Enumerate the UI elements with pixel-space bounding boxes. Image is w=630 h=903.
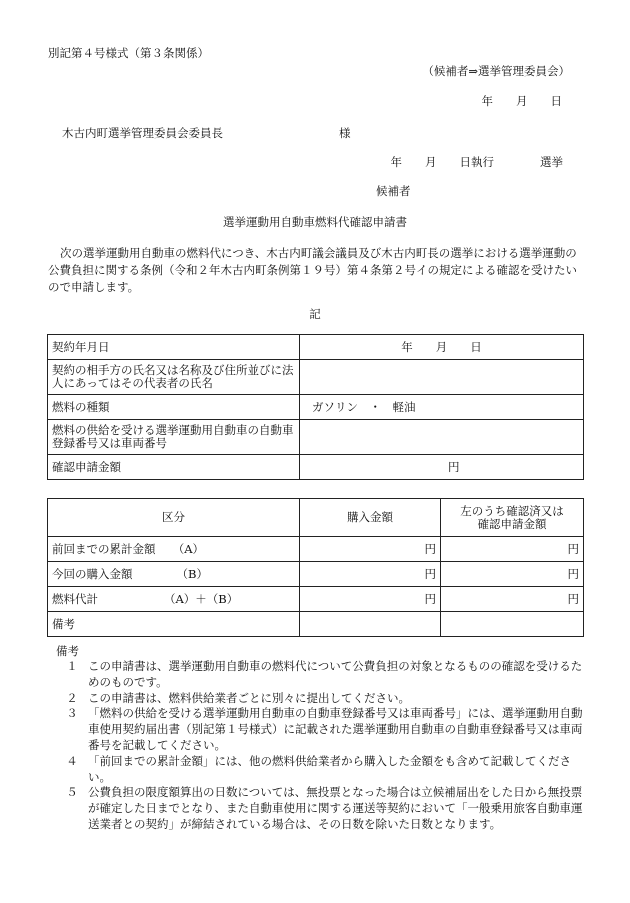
table-row <box>48 335 584 360</box>
header-purchase: 購入金額 <box>300 499 441 537</box>
header-category: 区分 <box>48 499 300 537</box>
counterparty-label: 契約の相手方の氏名又は名称及び住所並びに法人にあってはその代表者の氏名 <box>48 360 300 395</box>
amount-table <box>47 498 584 637</box>
requested-amount-label: 確認申請金額 <box>48 455 300 480</box>
notes-section <box>56 643 584 833</box>
vehicle-number-value[interactable] <box>300 420 584 455</box>
row-label-text: 燃料代計 <box>52 591 98 606</box>
purchase-cell[interactable] <box>300 612 441 637</box>
note-text: この申請書は、選挙運動用自動車の燃料代について公費負担の対象となるものの確認を受けるためのものです。 <box>88 659 583 689</box>
note-text: この申請書は、燃料供給業者ごとに別々に提出してください。 <box>88 690 410 705</box>
row-label: 備考 <box>48 612 300 637</box>
list-item <box>56 691 584 707</box>
election-line: 年 月 日執行 選挙 <box>390 155 563 169</box>
table-row <box>48 587 584 612</box>
purchase-cell[interactable]: 円 <box>300 562 441 587</box>
table-row <box>48 612 584 637</box>
counterparty-value[interactable] <box>300 360 584 395</box>
contract-date-value[interactable]: 年 月 日 <box>300 335 584 360</box>
note-text: 「燃料の供給を受ける選挙運動用自動車の自動車登録番号又は車両番号」には、選挙運動用自動車使用契約届出書（別記第１号様式）に記載された選挙運動用自動車の自動車登録番号又は車両番号を記載してください。 <box>88 706 583 752</box>
confirmed-cell[interactable]: 円 <box>441 587 584 612</box>
row-tag: （A）＋（B） <box>164 591 239 606</box>
table-row <box>48 360 584 395</box>
purchase-cell[interactable]: 円 <box>300 537 441 562</box>
fuel-type-label: 燃料の種類 <box>48 395 300 420</box>
list-item <box>56 706 584 753</box>
intro-paragraph: 次の選挙運動用自動車の燃料代につき、木古内町議会議員及び木古内町長の選挙における選挙運動の公費負担に関する条例（令和２年木古内町条例第１９号）第４条第２号イの規定による確認を受けたいので申請します。 <box>48 246 577 294</box>
confirmed-cell[interactable] <box>441 612 584 637</box>
note-number: ５ <box>66 785 78 800</box>
note-number: ２ <box>66 690 78 705</box>
note-text: 「前回までの累計金額」には、他の燃料供給業者から購入した金額をも含めて記載してください。 <box>88 753 571 784</box>
note-number: １ <box>66 659 78 673</box>
form-label: 別記第４号様式（第３条関係） <box>48 46 209 60</box>
table-row <box>48 420 584 455</box>
table-row <box>48 537 584 562</box>
confirmed-cell[interactable]: 円 <box>441 537 584 562</box>
row-label-text: 今回の購入金額 <box>52 566 133 581</box>
candidate-label: 候補者 <box>376 184 411 198</box>
row-label <box>48 562 300 587</box>
note-number: ４ <box>66 753 78 768</box>
row-tag: （A） <box>178 541 205 556</box>
honorific: 様 <box>339 126 351 140</box>
date-line: 年 月 日 <box>481 94 562 108</box>
header-confirmed: 左のうち確認済又は確認申請金額 <box>441 499 584 537</box>
list-item <box>56 754 584 786</box>
note-text: 公費負担の限度額算出の日数については、無投票となった場合は立候補届出をした日から無投票が確定した日までとなり、また自動車使用に関する運送等契約において「一般乗用旅客自動車運送業者との契約」が締結されている場合は、その日数を除いた日数となります。 <box>88 785 583 831</box>
fuel-type-value[interactable]: ガソリン ・ 軽油 <box>300 395 584 420</box>
table-row <box>48 499 584 537</box>
purchase-cell[interactable]: 円 <box>300 587 441 612</box>
row-label <box>48 587 300 612</box>
row-tag: （B） <box>176 566 208 581</box>
addressee: 木古内町選挙管理委員会委員長 <box>62 126 223 140</box>
table-row <box>48 455 584 480</box>
row-label-text: 前回までの累計金額 <box>52 541 156 556</box>
ki-label: 記 <box>309 307 321 321</box>
contract-table <box>47 334 584 480</box>
confirmed-cell[interactable]: 円 <box>441 562 584 587</box>
route-label: （候補者⇒選挙管理委員会） <box>422 64 570 78</box>
requested-amount-value[interactable]: 円 <box>300 455 584 480</box>
table-row <box>48 562 584 587</box>
row-label <box>48 537 300 562</box>
document-title: 選挙運動用自動車燃料代確認申請書 <box>223 215 407 229</box>
vehicle-number-label: 燃料の供給を受ける選挙運動用自動車の自動車登録番号又は車両番号 <box>48 420 300 455</box>
contract-date-label: 契約年月日 <box>48 335 300 360</box>
list-item <box>56 659 584 691</box>
table-row <box>48 395 584 420</box>
note-number: ３ <box>66 706 78 721</box>
list-item <box>56 785 584 832</box>
notes-title: 備考 <box>56 644 79 658</box>
